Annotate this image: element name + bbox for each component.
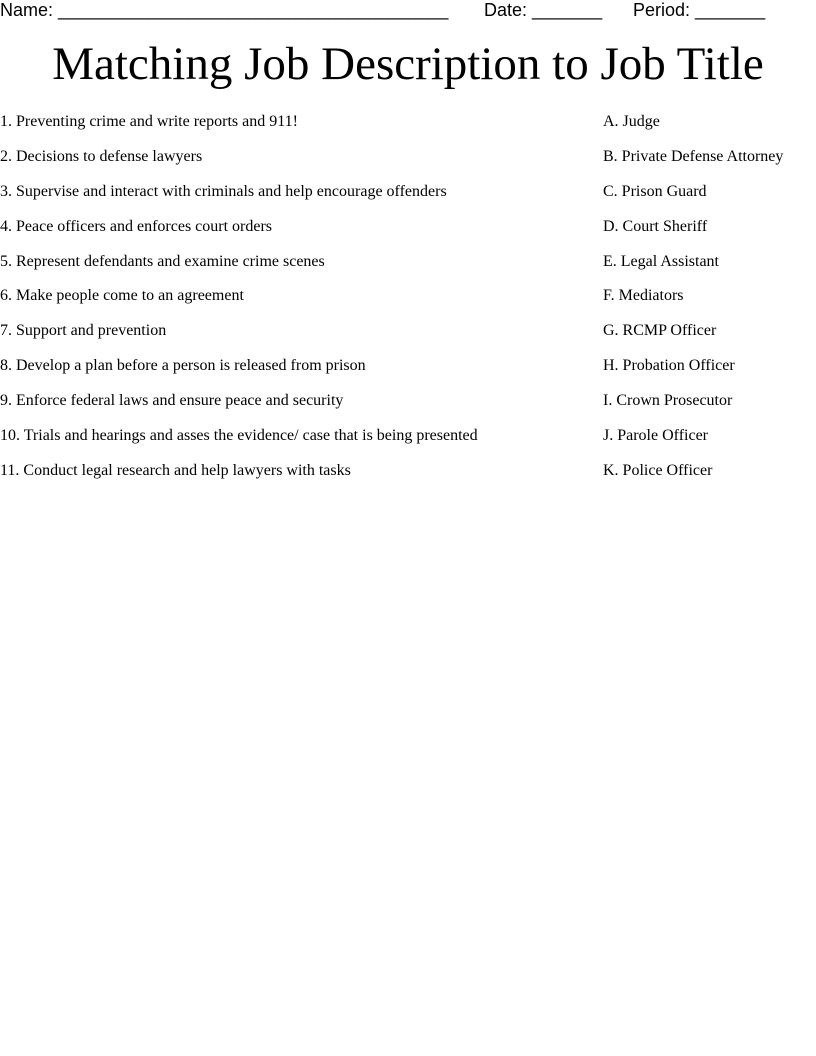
job-description-item: 6. Make people come to an agreement: [0, 287, 244, 305]
job-description-item: 7. Support and prevention: [0, 322, 167, 340]
job-description-item: 3. Supervise and interact with criminals and help encourage offenders: [0, 182, 447, 200]
job-title-item: C. Prison Guard: [603, 182, 707, 200]
job-title-item: K. Police Officer: [603, 461, 713, 479]
job-title-item: A. Judge: [603, 113, 660, 130]
job-title-item: E. Legal Assistant: [603, 252, 719, 270]
job-title-item: I. Crown Prosecutor: [603, 392, 733, 410]
name-field: Name: _______________________________________: [0, 0, 449, 20]
job-title-item: B. Private Defense Attorney: [603, 147, 784, 165]
job-description-item: 2. Decisions to defense lawyers: [0, 147, 203, 165]
date-field: Date: _______: [484, 0, 603, 20]
job-title-item: J. Parole Officer: [603, 427, 708, 445]
job-title-list: [603, 111, 783, 495]
worksheet-title: Matching Job Description to Job Title: [52, 38, 764, 90]
job-title-item: G. RCMP Officer: [603, 322, 717, 340]
job-description-item: 5. Represent defendants and examine crime scenes: [0, 252, 325, 270]
job-description-item: 10. Trials and hearings and asses the evidence/ case that is being presented: [0, 427, 478, 445]
job-description-item: 8. Develop a plan before a person is released from prison: [0, 357, 366, 375]
period-field: Period: _______: [633, 0, 766, 20]
job-description-item: 4. Peace officers and enforces court orders: [0, 217, 273, 235]
job-title-item: H. Probation Officer: [603, 357, 735, 375]
job-description-list: [0, 111, 478, 495]
job-description-item: 9. Enforce federal laws and ensure peace and security: [0, 392, 344, 410]
job-description-item: 1. Preventing crime and write reports and 911!: [0, 113, 298, 130]
job-description-item: 11. Conduct legal research and help lawyers with tasks: [0, 461, 351, 479]
job-title-item: F. Mediators: [603, 287, 684, 305]
student-info-header: [0, 0, 816, 22]
job-title-item: D. Court Sheriff: [603, 217, 708, 235]
